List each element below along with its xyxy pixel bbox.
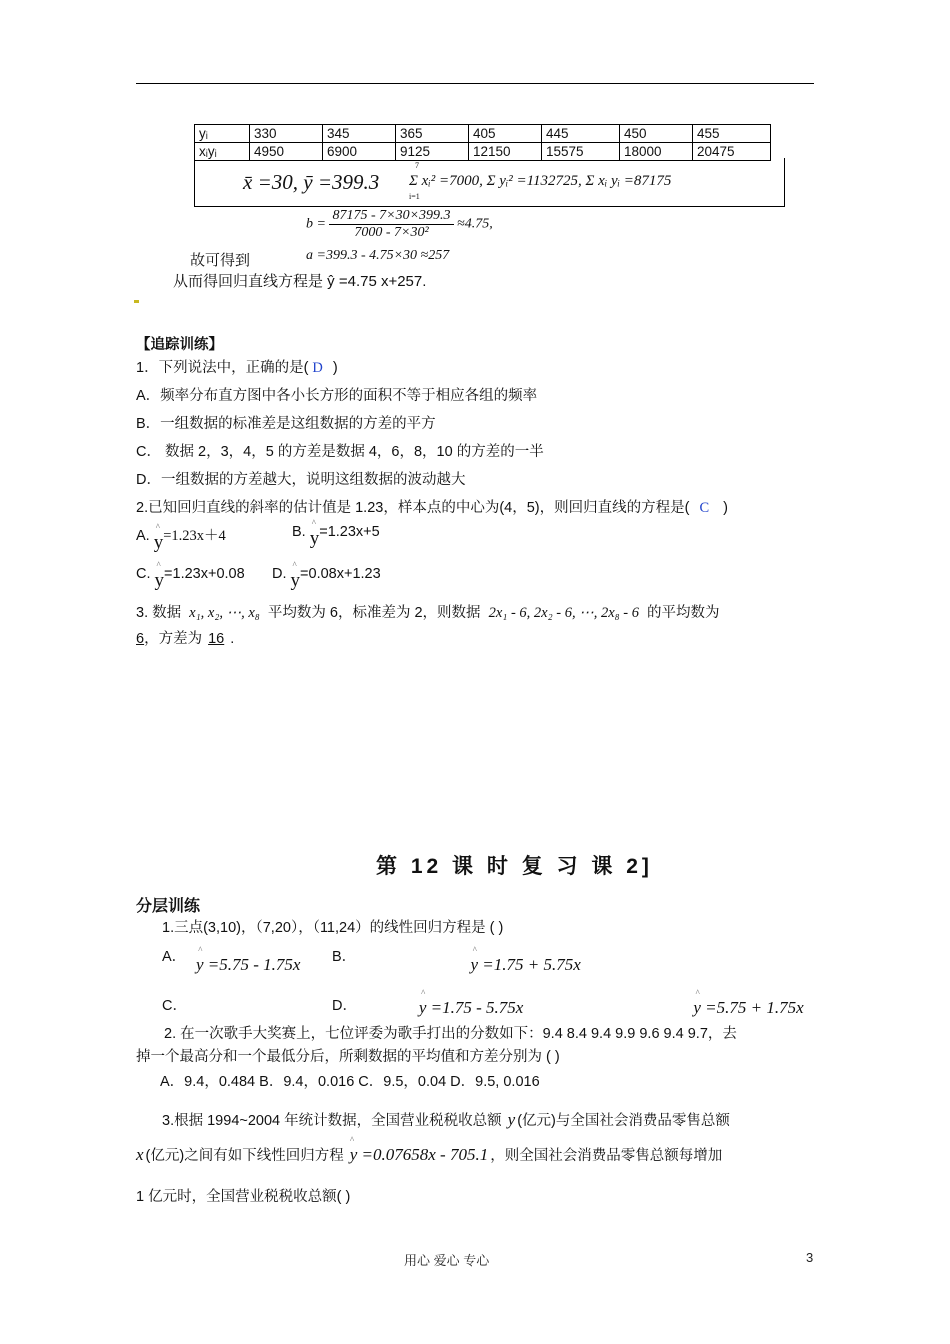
q1-option-b: B．一组数据的标准差是这组数据的方差的平方 [136, 416, 436, 432]
sums-formula: Σ xᵢ² =7000, Σ yᵢ² =1132725, Σ xᵢ yᵢ =87175 [409, 173, 672, 189]
q3-text: (亿元)之间有如下线性回归方程 [145, 1148, 344, 1164]
table-cell: 345 [323, 125, 396, 143]
layered-q1-option-a-equation: ^ y =5.75 - 1.75x [196, 955, 300, 975]
lesson-title: 第 12 课 时 复 习 课 2] [376, 855, 653, 878]
table-cell: 9125 [396, 143, 469, 161]
table-cell: yᵢ [195, 125, 250, 143]
tracking-q3-line1 [136, 601, 720, 622]
q1-option-a: A．频率分布直方图中各小长方形的面积不等于相应各组的频率 [136, 388, 538, 404]
slope-numerator: 87175 - 7×30×399.3 [329, 208, 453, 225]
q3-mean-answer: 6 [136, 631, 145, 647]
option-equation: =1.23x+0.08 [164, 566, 245, 582]
q3-y-variable: y [507, 1110, 516, 1129]
q2-close: ) [723, 500, 728, 516]
y-hat: ^ y [310, 528, 320, 550]
data-table [194, 124, 771, 161]
q3-text: 3. 数据 [136, 605, 182, 621]
q1-option-d: D．一组数据的方差越大，说明这组数据的波动越大 [136, 472, 466, 488]
page-number: 3 [806, 1250, 814, 1265]
q2-option-c [136, 566, 245, 592]
table-cell: 20475 [693, 143, 771, 161]
q3-text: 的平均数为 [647, 605, 720, 621]
header-rule [136, 83, 814, 84]
option-equation: =0.08x+1.23 [300, 566, 381, 582]
sum-upper-limit: 7 [415, 161, 419, 170]
tracking-q1 [136, 356, 338, 377]
option-equation: =1.23x+5 [319, 524, 380, 540]
q3-variables: x₁, x₂, ⋯, x₈ [189, 605, 260, 621]
layered-q1-option-a-label: A． [162, 949, 187, 965]
table-cell: 6900 [323, 143, 396, 161]
tracking-q3-line2 [136, 627, 234, 648]
q1-answer: D [312, 360, 323, 376]
table-cell: 12150 [469, 143, 542, 161]
q2-answer: C [699, 500, 710, 516]
slope-fraction [329, 208, 453, 241]
layered-q2-line2: 掉一个最高分和一个最低分后，所剩数据的平均值和方差分别为 ( ) [136, 1049, 560, 1065]
layered-q3-line1 [162, 1109, 730, 1130]
table-cell: 4950 [250, 143, 323, 161]
q3-text: (亿元)与全国社会消费品零售总额 [517, 1113, 730, 1129]
q3-text: ，方差为 [144, 631, 203, 647]
layered-q1-option-b-equation: ^ y =1.75 + 5.75x [471, 955, 581, 975]
layered-heading: 分层训练 [136, 898, 201, 915]
q3-x-variable: x [136, 1145, 144, 1164]
table-cell: 330 [250, 125, 323, 143]
table-cell: 445 [542, 125, 620, 143]
slope-calculation [306, 208, 493, 241]
q2-option-d [272, 566, 381, 592]
q3-text: 3.根据 1994~2004 年统计数据，全国营业税税收总额 [162, 1113, 502, 1129]
q3-variance-answer: 16 [208, 631, 225, 647]
tracking-q2 [136, 496, 728, 517]
slope-denominator: 7000 - 7×30² [354, 225, 429, 240]
option-label: A. [136, 528, 150, 544]
layered-q1-option-d-equation: ^ y =5.75 + 1.75x [693, 998, 803, 1018]
q3-text: 平均数为 6，标准差为 2，则数据 [267, 605, 481, 621]
layered-q1-option-c-label: C． [162, 998, 187, 1014]
layered-q1-option-c-equation: ^ y =1.75 - 5.75x [419, 998, 523, 1018]
table-cell: 455 [693, 125, 771, 143]
summary-formula-box [194, 158, 785, 207]
q1-close: ) [332, 360, 338, 376]
table-cell: xᵢyᵢ [195, 143, 250, 161]
option-equation: =1.23x＋4 [163, 528, 226, 544]
intercept-calculation: a =399.3 - 4.75×30 ≈257 [306, 248, 450, 263]
sum-lower-limit: i=1 [409, 192, 420, 201]
table-cell: 18000 [620, 143, 693, 161]
layered-q2-line1: 2. 在一次歌手大奖赛上，七位评委为歌手打出的分数如下：9.4 8.4 9.4 9.9 9.6 9.4 9.7，去 [164, 1026, 737, 1042]
layered-q1: 1.三点(3,10)，（7,20），（11,24）的线性回归方程是 ( ) [162, 920, 504, 936]
means-formula: x̄ =30, ȳ =399.3 [243, 170, 380, 194]
intercept-prefix: 故可得到 [190, 252, 251, 269]
layered-q3-line3: 1 亿元时，全国营业税税收总额( ) [136, 1189, 351, 1205]
q3-regression-equation: ^ y =0.07658x - 705.1 [348, 1145, 490, 1165]
q2-option-b [292, 524, 380, 550]
option-label: C. [136, 566, 151, 582]
layered-q3-line2 [136, 1144, 722, 1165]
layered-q2-options: A．9.4，0.484 B．9.4，0.016 C．9.5，0.04 D．9.5, 0.016 [160, 1074, 540, 1090]
tracking-heading: 【追踪训练】 [136, 337, 223, 353]
q3-text: ，则全国社会消费品零售总额每增加 [490, 1148, 723, 1164]
slope-result: ≈4.75, [457, 216, 493, 232]
layered-q1-option-b-label: B． [332, 949, 357, 965]
y-hat: ^ y [154, 532, 164, 554]
q2-option-a [136, 524, 226, 554]
q1-stem: 1．下列说法中，正确的是( [136, 360, 309, 376]
y-hat: ^ y [155, 570, 165, 592]
table-cell: 450 [620, 125, 693, 143]
marker-dot [134, 300, 139, 303]
table-cell: 365 [396, 125, 469, 143]
q3-expression: 2x₁ - 6, 2x₂ - 6, ⋯, 2x₈ - 6 [488, 605, 640, 621]
regression-line-result: 从而得回归直线方程是 ŷ =4.75 x+257. [173, 273, 427, 290]
q3-text: . [230, 631, 235, 647]
option-label: B. [292, 524, 306, 540]
table-row [195, 125, 771, 143]
table-cell: 15575 [542, 143, 620, 161]
footer-motto: 用心 爱心 专心 [404, 1253, 490, 1268]
q1-option-c: C． 数据 2，3，4，5 的方差是数据 4，6，8，10 的方差的一半 [136, 444, 544, 460]
option-label: D. [272, 566, 287, 582]
slope-lhs: b = [306, 216, 326, 232]
layered-q1-option-d-label: D． [332, 998, 357, 1014]
table-cell: 405 [469, 125, 542, 143]
q2-stem: 2.已知回归直线的斜率的估计值是 1.23，样本点的中心为(4，5)，则回归直线的方程是( [136, 500, 690, 516]
y-hat: ^ y [291, 570, 301, 592]
